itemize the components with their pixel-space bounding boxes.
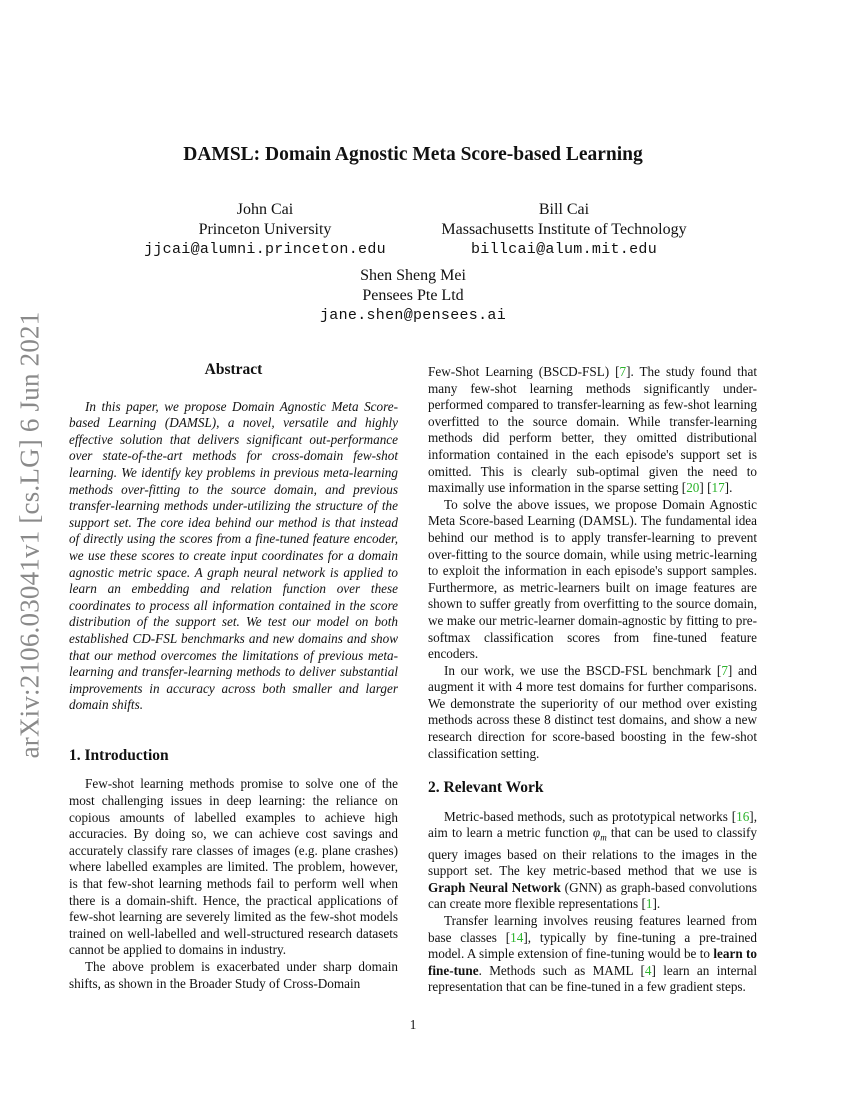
left-column [69,362,398,992]
intro-paragraph-1: Few-shot learning methods promise to solve one of the most challenging issues in deep learning: the reliance on copious amounts of labelled examples to achieve high accuracies. By doing so, we can achieve cost savings and accurately classify rare classes of images (e.g. plane crashes) where labelled examples are limited. The problem, however, is that few-shot learning methods fail to perform well when there is a domain-shift. Hence, the practical applications of few-shot learning are severely limited as the few-shot models trained on well-labelled and well-structured research datasets cannot be applied to domains in industry. [69,776,398,958]
citation-link[interactable]: 7 [619,364,627,379]
citation-link[interactable]: 4 [644,962,652,978]
citation-link[interactable]: 20 [686,480,700,496]
relevant-work-heading: 2. Relevant Work [428,779,544,797]
relevant-work-paragraph-1: Metric-based methods, such as prototypical networks [16], aim to learn a metric function $\varphi_m$ that can be used to classify query images based on their relations to the images in the support set. The key metric-based method that we use is Graph Neural Network (GNN) as graph-based convolutions can create more flexible representations [1]. [428,808,757,912]
abstract-text: In this paper, we propose Domain Agnostic Meta Score-based Learning (DAMSL), a novel, versatile and highly effective solution that delivers significant out-performance over state-of-the-art methods for cross-domain few-shot learning. We identify key problems in previous meta-learning methods over-fitting to the source domain, and previous transfer-learning methods under-utilizing the structure of the support set. The core idea behind our method is that instead of directly using the scores from a fine-tuned feature encoder, we use these scores to create input coordinates for a domain agnostic metric space. A graph neural network is applied to learn an embedding and relation function over these coordinates to process all information contained in the score distribution of the support set. We test our model on both established CD-FSL benchmarks and new domains and show that our method overcomes the limitations of previous meta-learning and transfer-learning methods to deliver substantial improvements in accuracy across both smaller and larger domain shifts. [69,398,398,713]
page-number: 1 [409,1017,417,1032]
author-block-1 [136,200,394,260]
intro-paragraph-3: To solve the above issues, we propose Domain Agnostic Meta Score-based Learning (DAMSL). The fundamental idea behind our method is to apply transfer-learning to prevent over-fitting to the source domain, while using metric-learning to exploit the information in each episode's support samples. Furthermore, as metric-learners built on image features are shown to suffer greatly from overfitting to the source domain, we make our metric-learner domain-agnostic by fitting to pre-softmax classification scores from fine-tuned feature encoders. [428,496,757,662]
intro-paragraph-2: The above problem is exacerbated under sharp domain shifts, as shown in the Broader Study of Cross-Domain [69,959,398,991]
arxiv-sidebar-stamp [10,300,50,770]
author-email: jjcai@alumni.princeton.edu [144,241,386,258]
citation-link[interactable]: 14 [510,929,524,945]
citation-link[interactable]: 7 [721,662,728,678]
paper-title: DAMSL: Domain Agnostic Meta Score-based Learning [183,144,643,165]
author-affiliation: Princeton University [198,221,332,238]
author-block-3 [298,266,528,326]
author-name: John Cai [236,201,294,218]
relevant-work-paragraph-2: Transfer learning involves reusing features learned from base classes [14], typically by fine-tuning a pre-trained model. A simple extension of fine-tuning would be to learn to fine-tune. Methods such as MAML [4] learn an internal representation that can be fine-tuned in a few gradient steps. [428,913,757,995]
author-affiliation: Massachusetts Institute of Technology [441,221,687,238]
author-name: Shen Sheng Mei [360,267,466,284]
author-block-2 [430,200,698,260]
citation-link[interactable]: 17 [711,480,725,496]
citation-link[interactable]: 1 [645,896,653,912]
author-name: Bill Cai [538,201,590,218]
intro-paragraph-2-continued: Few-Shot Learning (BSCD-FSL) [7]. The study found that many few-shot learning methods significantly under-performed compared to transfer-learning as few-shot learning overfitted to the source domain. While transfer-learning methods did perform better, they omitted distributional information contained in the each episode's support set is omitted. This is clearly sub-optimal given the need to maximally use information in the sparse setting [20] [17]. [428,364,757,496]
phi-symbol: φ [592,825,601,841]
citation-link[interactable]: 16 [736,808,750,824]
author-email: jane.shen@pensees.ai [319,307,507,324]
author-affiliation: Pensees Pte Ltd [362,287,464,304]
author-email: billcai@alum.mit.edu [470,241,658,258]
arxiv-identifier: arXiv:2106.03041v1 [cs.LG] 6 Jun 2021 [14,311,45,759]
right-column [428,364,757,996]
abstract-heading: Abstract [204,361,263,378]
intro-paragraph-4: In our work, we use the BSCD-FSL benchmark [7] and augment it with 4 more test domains for further comparisons. We demonstrate the superiority of our method over existing methods across these 8 distinct test domains, and show a new research direction for score-based boosting in the few-shot classification setting. [428,662,757,761]
introduction-heading: 1. Introduction [69,746,169,764]
